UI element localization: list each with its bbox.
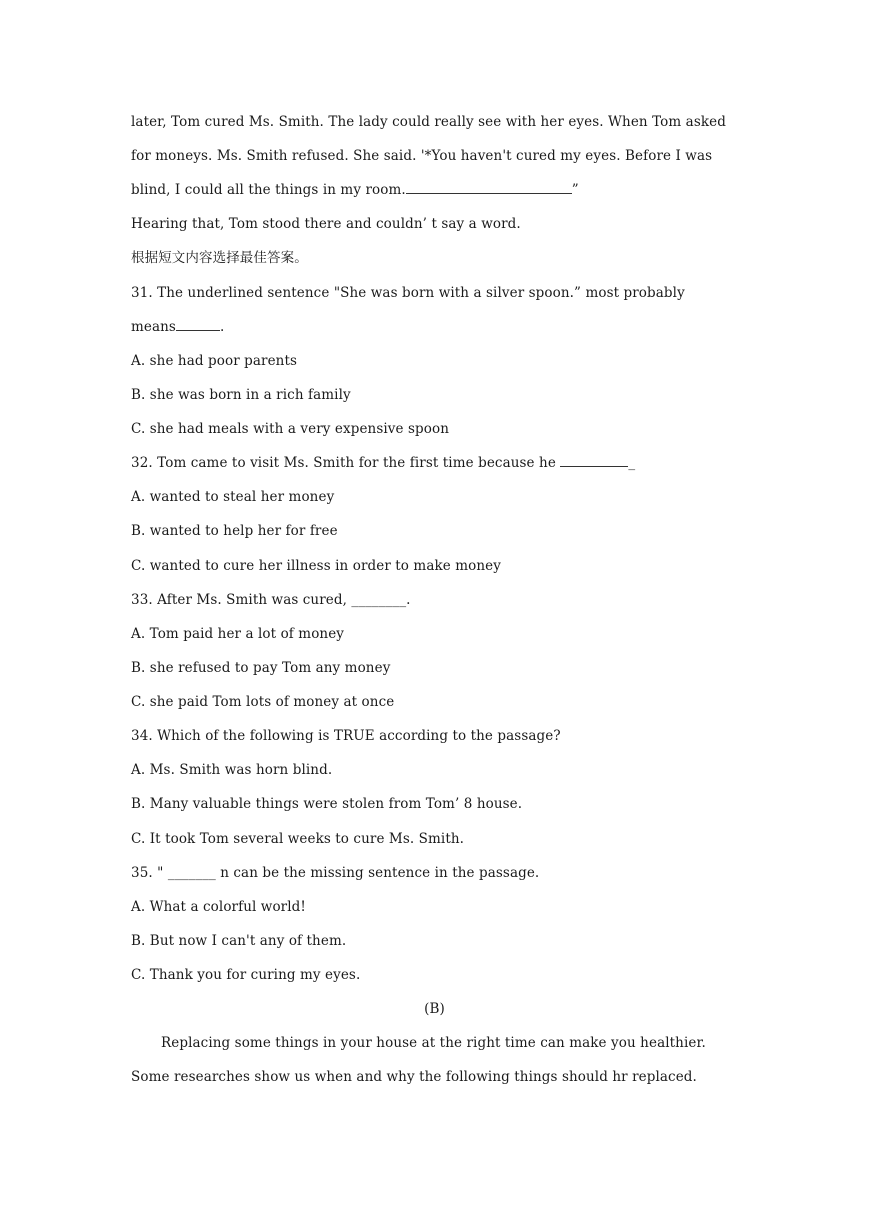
option-35-a: A. What a colorful world! [131, 899, 306, 915]
question-32 [131, 453, 737, 473]
closing-quote: ” [571, 182, 579, 198]
option-31-c: C. she had meals with a very expensive spoon [131, 421, 449, 437]
option-32-c: C. wanted to cure her illness in order to make money [131, 558, 501, 574]
question-period: . [219, 319, 225, 335]
passage-line: Some researches show us when and why the following things should hr replaced. [131, 1069, 697, 1085]
option-34-b: B. Many valuable things were stolen from Tom’ 8 house. [131, 796, 523, 812]
option-35-c: C. Thank you for curing my eyes. [131, 967, 361, 983]
passage-text: blind, I could all the things in my room. [131, 182, 406, 198]
passage-line: Replacing some things in your house at the right time can make you healthier. [161, 1035, 706, 1051]
question-35: 35. " _______ n can be the missing sentence in the passage. [131, 865, 540, 881]
question-31: 31. The underlined sentence "She was born with a silver spoon.” most probably [131, 285, 685, 301]
option-33-b: B. she refused to pay Tom any money [131, 660, 391, 676]
question-tail: _ [628, 455, 636, 471]
option-31-b: B. she was born in a rich family [131, 387, 351, 403]
section-heading: (B) [424, 1001, 445, 1017]
option-34-c: C. It took Tom several weeks to cure Ms. Smith. [131, 831, 465, 847]
question-text: means [131, 319, 176, 335]
question-33: 33. After Ms. Smith was cured, ________. [131, 592, 411, 608]
option-32-b: B. wanted to help her for free [131, 523, 338, 539]
answer-blank [560, 465, 628, 467]
passage-line: for moneys. Ms. Smith refused. She said. '*You haven't cured my eyes. Before I was [131, 148, 713, 164]
passage-line: later, Tom cured Ms. Smith. The lady could really see with her eyes. When Tom asked [131, 114, 726, 130]
option-31-a: A. she had poor parents [131, 353, 298, 369]
option-35-b: B. But now I can't any of them. [131, 933, 347, 949]
option-34-a: A. Ms. Smith was horn blind. [131, 762, 333, 778]
question-31-continued [131, 317, 737, 337]
question-text: 32. Tom came to visit Ms. Smith for the first time because he [131, 455, 561, 471]
answer-blank [176, 329, 220, 331]
answer-blank [406, 192, 572, 194]
option-33-c: C. she paid Tom lots of money at once [131, 694, 395, 710]
question-34: 34. Which of the following is TRUE according to the passage? [131, 728, 561, 744]
instruction: 根据短文内容选择最佳答案。 [131, 250, 308, 266]
passage-line-with-blank [131, 180, 737, 200]
option-33-a: A. Tom paid her a lot of money [131, 626, 345, 642]
passage-line: Hearing that, Tom stood there and couldn’ t say a word. [131, 216, 521, 232]
option-32-a: A. wanted to steal her money [131, 489, 335, 505]
